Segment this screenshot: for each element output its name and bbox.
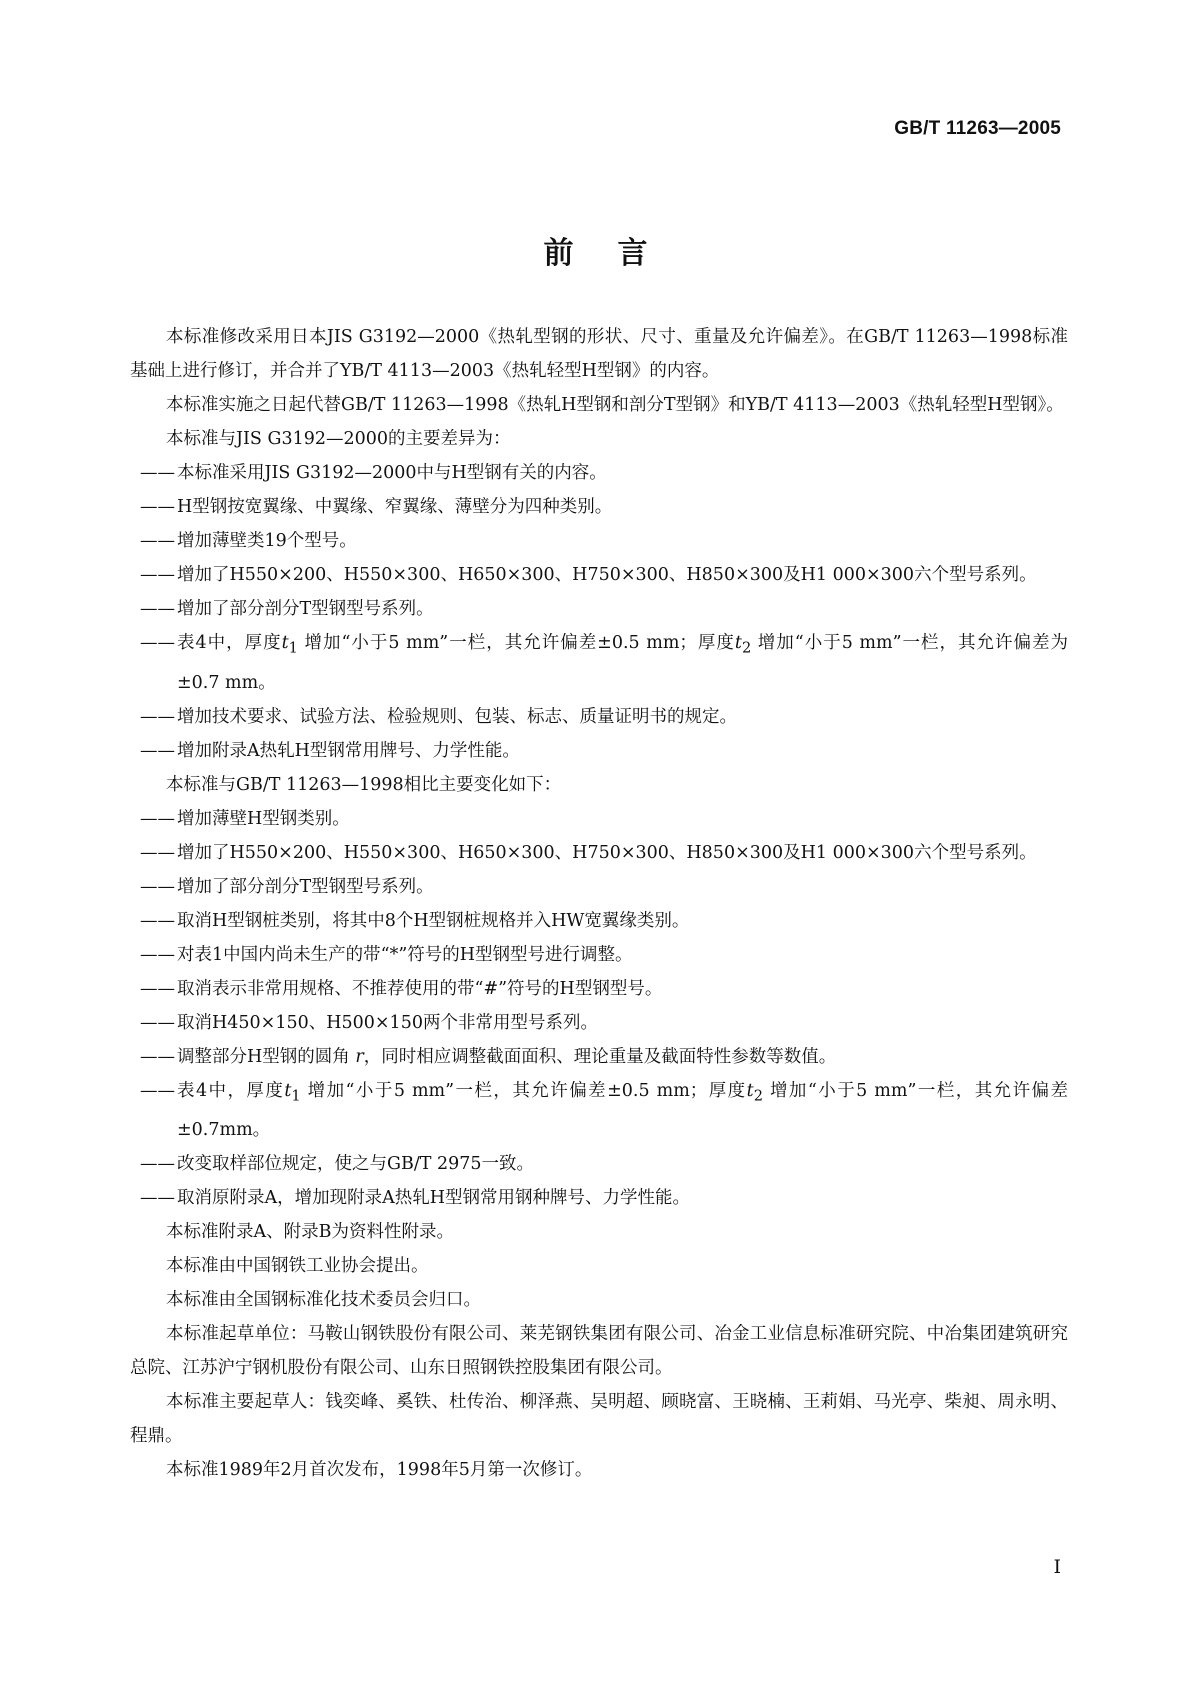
paragraph: 本标准1989年2月首次发布，1998年5月第一次修订。 <box>166 1460 593 1480</box>
dash-prefix: —— <box>140 565 175 585</box>
list-item: —— 增加了部分剖分T型钢型号系列。 <box>130 592 1068 626</box>
list-item: —— 增加了部分剖分T型钢型号系列。 <box>130 870 1068 904</box>
paragraph: 本标准由中国钢铁工业协会提出。 <box>166 1256 429 1276</box>
paragraph: 本标准修改采用日本JIS G3192—2000《热轧型钢的形状、尺寸、重量及允许偏差》。在GB/T 11263—1998标准基础上进行修订，并合并了YB/T 4113—2003《热轧轻型H型钢》的内容。 <box>130 327 1068 381</box>
standard-code: GB/T 11263—2005 <box>894 118 1061 139</box>
paragraph: 本标准附录A、附录B为资料性附录。 <box>166 1222 454 1242</box>
list-item: —— 取消原附录A，增加现附录A热轧H型钢常用钢种牌号、力学性能。 <box>130 1181 1068 1215</box>
dash-prefix: —— <box>140 842 175 863</box>
list-item: —— 调整部分H型钢的圆角 r，同时相应调整截面面积、理论重量及截面特性参数等数值。 <box>130 1040 1068 1074</box>
dash-prefix: —— <box>140 1012 175 1033</box>
dash-prefix: —— <box>140 1080 175 1101</box>
document-body <box>130 320 1068 1487</box>
page-title: 前言 <box>543 236 692 271</box>
list-item: —— 增加薄壁H型钢类别。 <box>130 802 1068 836</box>
list-item: —— H型钢按宽翼缘、中翼缘、窄翼缘、薄壁分为四种类别。 <box>130 490 1068 524</box>
dash-prefix: —— <box>140 808 175 829</box>
dash-prefix: —— <box>140 1046 175 1067</box>
dash-prefix: —— <box>140 463 175 483</box>
list-item: —— 增加附录A热轧H型钢常用牌号、力学性能。 <box>130 734 1068 768</box>
paragraph: 本标准与JIS G3192—2000的主要差异为： <box>166 429 511 449</box>
dash-prefix: —— <box>140 599 175 619</box>
list-item: —— 对表1中国内尚未生产的带“*”符号的H型钢型号进行调整。 <box>130 938 1068 972</box>
dash-prefix: —— <box>140 910 175 931</box>
dash-prefix: —— <box>140 978 175 999</box>
list-item: —— 取消H型钢桩类别，将其中8个H型钢桩规格并入HW宽翼缘类别。 <box>130 904 1068 938</box>
list-item: —— 增加了H550×200、H550×300、H650×300、H750×300、H850×300及H1 000×300六个型号系列。 <box>130 558 1068 592</box>
dash-prefix: —— <box>140 1188 175 1208</box>
dash-prefix: —— <box>140 706 175 727</box>
list-item: —— 增加薄壁类19个型号。 <box>130 524 1068 558</box>
dash-prefix: —— <box>140 531 175 551</box>
paragraph: 本标准主要起草人：钱奕峰、奚铁、杜传治、柳泽燕、吴明超、顾晓富、王晓楠、王莉娟、马光亭、柴昶、周永明、程鼎。 <box>130 1392 1068 1446</box>
dash-prefix: —— <box>140 944 175 965</box>
list-item: —— 取消H450×150、H500×150两个非常用型号系列。 <box>130 1006 1068 1040</box>
dash-prefix: —— <box>140 633 175 653</box>
list-item: —— 增加了H550×200、H550×300、H650×300、H750×300、H850×300及H1 000×300六个型号系列。 <box>130 836 1068 870</box>
dash-prefix: —— <box>140 1154 175 1174</box>
list-item: —— 表4中，厚度$t_1$ 增加“小于5 mm”一栏，其允许偏差±0.5 mm；厚度$t_2$ 增加“小于5 mm”一栏，其允许偏差±0.7mm。 <box>130 1074 1068 1148</box>
paragraph: 本标准与GB/T 11263—1998相比主要变化如下： <box>166 774 562 795</box>
paragraph: 本标准起草单位：马鞍山钢铁股份有限公司、莱芜钢铁集团有限公司、冶金工业信息标准研究院、中冶集团建筑研究总院、江苏沪宁钢机股份有限公司、山东日照钢铁控股集团有限公司。 <box>130 1324 1068 1378</box>
list-item: —— 本标准采用JIS G3192—2000中与H型钢有关的内容。 <box>130 456 1068 490</box>
list-item: —— 改变取样部位规定，使之与GB/T 2975一致。 <box>130 1147 1068 1181</box>
paragraph: 本标准由全国钢标准化技术委员会归口。 <box>166 1290 481 1310</box>
dash-prefix: —— <box>140 740 175 761</box>
dash-prefix: —— <box>140 497 175 517</box>
dash-prefix: —— <box>140 876 175 897</box>
list-item: —— 表4中，厚度$t_1$ 增加“小于5 mm”一栏，其允许偏差±0.5 mm；厚度$t_2$ 增加“小于5 mm”一栏，其允许偏差为±0.7 mm。 <box>130 626 1068 700</box>
page-number: I <box>1053 1556 1061 1578</box>
paragraph: 本标准实施之日起代替GB/T 11263—1998《热轧H型钢和剖分T型钢》和YB/T 4113—2003《热轧轻型H型钢》。 <box>166 395 1064 415</box>
list-item: —— 取消表示非常用规格、不推荐使用的带“#”符号的H型钢型号。 <box>130 972 1068 1006</box>
list-item: —— 增加技术要求、试验方法、检验规则、包装、标志、质量证明书的规定。 <box>130 700 1068 734</box>
